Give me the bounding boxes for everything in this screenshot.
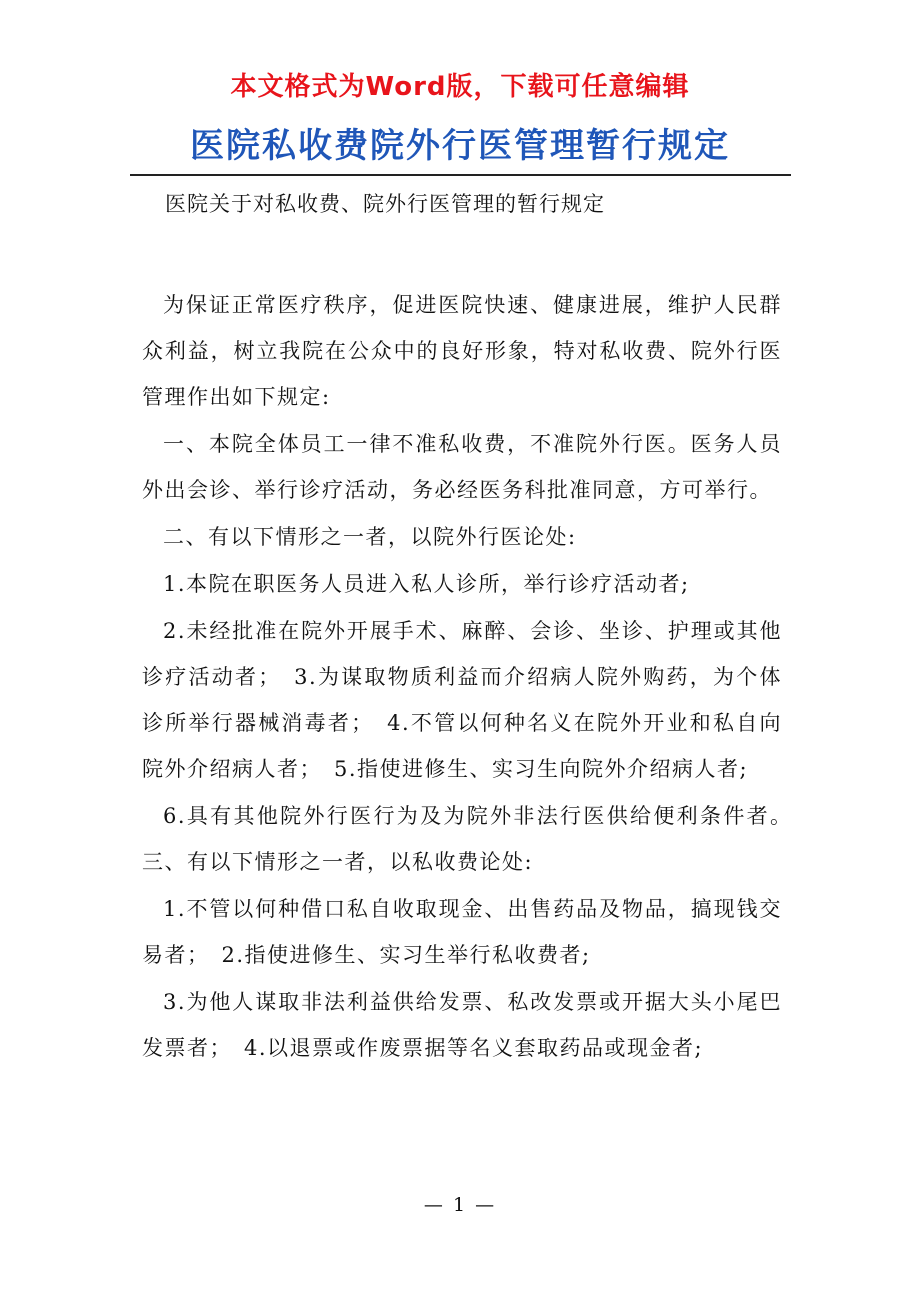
format-notice-banner: 本文格式为Word版，下载可任意编辑 — [230, 72, 690, 102]
title-divider — [130, 174, 791, 176]
paragraph-intro: 为保证正常医疗秩序，促进医院快速、健康进展，维护人民群众利益，树立我院在公众中的良好形象，特对私收费、院外行医管理作出如下规定: — [142, 293, 782, 409]
document-title: 医院私收费院外行医管理暂行规定 — [190, 126, 730, 166]
paragraph-fee-items-1-2: 1.不管以何种借口私自收取现金、出售药品及物品，搞现钱交易者； 2.指使进修生、实习生举行私收费者; — [142, 897, 782, 967]
paragraph-section-1: 一、本院全体员工一律不准私收费，不准院外行医。医务人员外出会诊、举行诊疗活动，务必经医务科批准同意，方可举行。 — [142, 432, 782, 502]
paragraph-item-1: 1.本院在职医务人员进入私人诊所，举行诊疗活动者; — [163, 572, 690, 596]
document-subtitle: 医院关于对私收费、院外行医管理的暂行规定 — [165, 192, 605, 216]
document-body — [142, 282, 805, 1072]
paragraph-section-2-heading: 二、有以下情形之一者，以院外行医论处: — [163, 525, 577, 549]
paragraph-item-6-section-3: 6.具有其他院外行医行为及为院外非法行医供给便利条件者。 三、有以下情形之一者，以私收费论处: — [142, 804, 805, 874]
paragraph-items-2-5: 2.未经批准在院外开展手术、麻醉、会诊、坐诊、护理或其他诊疗活动者； 3.为谋取物质利益而介绍病人院外购药，为个体诊所举行器械消毒者； 4.不管以何种名义在院外开业和私自向院外介绍病人者； 5.指使进修生、实习生向院外介绍病人者; — [142, 619, 782, 781]
page-number: — 1 — — [423, 1194, 497, 1216]
paragraph-fee-items-3-4: 3.为他人谋取非法利益供给发票、私改发票或开据大头小尾巴发票者； 4.以退票或作废票据等名义套取药品或现金者; — [142, 990, 782, 1060]
